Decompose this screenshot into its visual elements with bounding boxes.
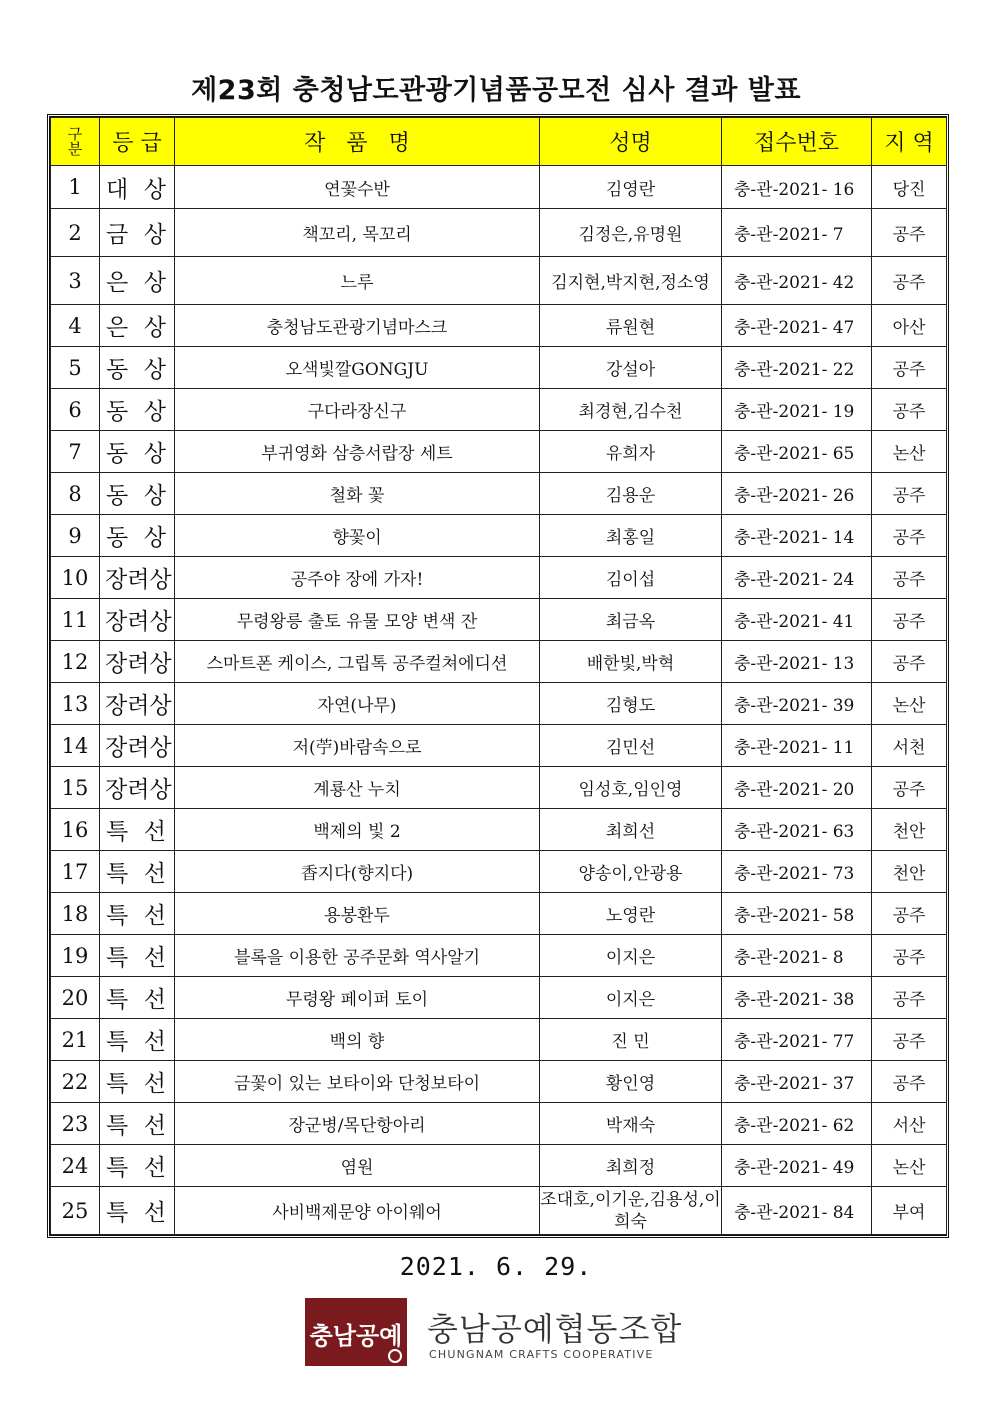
- cell-name: 김용운: [540, 473, 722, 515]
- table-row: [51, 725, 947, 767]
- cell-work-title: 충청남도관광기념마스크: [175, 305, 540, 347]
- table-row: [51, 473, 947, 515]
- table-row: [51, 305, 947, 347]
- table-row: [51, 977, 947, 1019]
- cell-number: 22: [51, 1061, 100, 1103]
- cell-name: 김지현,박지현,정소영: [540, 257, 722, 305]
- cell-work-title: 백의 향: [175, 1019, 540, 1061]
- table-row: [51, 599, 947, 641]
- table-row: [51, 515, 947, 557]
- table-body: [51, 166, 947, 1235]
- header-work: 작 품 명: [175, 118, 540, 166]
- table-row: [51, 1187, 947, 1235]
- table-row: [51, 1061, 947, 1103]
- cell-grade: 특 선: [100, 1103, 175, 1145]
- cell-grade: 특 선: [100, 1019, 175, 1061]
- cell-work-title: 부귀영화 삼층서랍장 세트: [175, 431, 540, 473]
- cell-receipt-number: 충-관-2021- 73: [722, 851, 872, 893]
- cell-grade: 특 선: [100, 851, 175, 893]
- cell-number: 7: [51, 431, 100, 473]
- cell-receipt-number: 충-관-2021- 26: [722, 473, 872, 515]
- cell-work-title: 철화 꽃: [175, 473, 540, 515]
- cell-work-title: 용봉환두: [175, 893, 540, 935]
- cell-work-title: 오색빛깔GONGJU: [175, 347, 540, 389]
- cell-grade: 장려상: [100, 683, 175, 725]
- cell-work-title: 무령왕 페이퍼 토이: [175, 977, 540, 1019]
- results-table: [47, 114, 949, 1238]
- cell-receipt-number: 충-관-2021- 47: [722, 305, 872, 347]
- cell-region: 공주: [872, 1019, 947, 1061]
- cell-receipt-number: 충-관-2021- 7: [722, 209, 872, 257]
- cell-region: 논산: [872, 1145, 947, 1187]
- cell-receipt-number: 충-관-2021- 22: [722, 347, 872, 389]
- table-row: [51, 641, 947, 683]
- cell-work-title: 책꼬리, 목꼬리: [175, 209, 540, 257]
- cell-number: 23: [51, 1103, 100, 1145]
- cell-grade: 특 선: [100, 1145, 175, 1187]
- cell-region: 공주: [872, 977, 947, 1019]
- cell-grade: 동 상: [100, 473, 175, 515]
- cell-number: 13: [51, 683, 100, 725]
- cell-work-title: 향꽃이: [175, 515, 540, 557]
- cell-name: 조대호,이기운,김용성,이희숙: [540, 1187, 722, 1235]
- cell-region: 논산: [872, 683, 947, 725]
- cell-name: 양송이,안광용: [540, 851, 722, 893]
- cell-number: 21: [51, 1019, 100, 1061]
- cell-region: 공주: [872, 209, 947, 257]
- cell-receipt-number: 충-관-2021- 62: [722, 1103, 872, 1145]
- cell-work-title: 연꽃수반: [175, 166, 540, 209]
- org-name: 충남공예협동조합: [427, 1310, 683, 1348]
- table-row: [51, 389, 947, 431]
- cell-name: 최금옥: [540, 599, 722, 641]
- announcement-date: 2021. 6. 29.: [399, 1252, 593, 1281]
- table-row: [51, 1103, 947, 1145]
- cell-grade: 은 상: [100, 257, 175, 305]
- cell-work-title: 금꽃이 있는 보타이와 단청보타이: [175, 1061, 540, 1103]
- cell-number: 20: [51, 977, 100, 1019]
- cell-number: 19: [51, 935, 100, 977]
- cell-receipt-number: 충-관-2021- 38: [722, 977, 872, 1019]
- cell-receipt-number: 충-관-2021- 49: [722, 1145, 872, 1187]
- header-grade: 등 급: [100, 118, 175, 166]
- table-row: [51, 347, 947, 389]
- cell-name: 김형도: [540, 683, 722, 725]
- cell-grade: 특 선: [100, 809, 175, 851]
- header-name: 성명: [540, 118, 722, 166]
- cell-receipt-number: 충-관-2021- 65: [722, 431, 872, 473]
- cell-receipt-number: 충-관-2021- 58: [722, 893, 872, 935]
- cell-name: 김영란: [540, 166, 722, 209]
- org-subtitle: CHUNGNAM CRAFTS COOPERATIVE: [429, 1348, 654, 1361]
- cell-region: 부여: [872, 1187, 947, 1235]
- cell-name: 김이섭: [540, 557, 722, 599]
- cell-work-title: 香지다(향지다): [175, 851, 540, 893]
- cell-name: 최홍일: [540, 515, 722, 557]
- cell-work-title: 염원: [175, 1145, 540, 1187]
- cell-region: 공주: [872, 515, 947, 557]
- cell-grade: 장려상: [100, 725, 175, 767]
- organization-block: [305, 1298, 685, 1368]
- cell-region: 공주: [872, 599, 947, 641]
- cell-grade: 장려상: [100, 767, 175, 809]
- cell-grade: 특 선: [100, 1061, 175, 1103]
- cell-grade: 장려상: [100, 557, 175, 599]
- table-row: [51, 257, 947, 305]
- cell-number: 12: [51, 641, 100, 683]
- cell-number: 11: [51, 599, 100, 641]
- cell-region: 당진: [872, 166, 947, 209]
- cell-name: 황인영: [540, 1061, 722, 1103]
- cell-region: 공주: [872, 389, 947, 431]
- cell-number: 10: [51, 557, 100, 599]
- header-gubun: 구분: [51, 118, 100, 166]
- cell-grade: 은 상: [100, 305, 175, 347]
- cell-name: 진 민: [540, 1019, 722, 1061]
- cell-grade: 특 선: [100, 935, 175, 977]
- cell-name: 임성호,임인영: [540, 767, 722, 809]
- cell-number: 17: [51, 851, 100, 893]
- cell-grade: 금 상: [100, 209, 175, 257]
- cell-region: 공주: [872, 557, 947, 599]
- table-row: [51, 1145, 947, 1187]
- cell-name: 강설아: [540, 347, 722, 389]
- cell-name: 유희자: [540, 431, 722, 473]
- cell-name: 최희선: [540, 809, 722, 851]
- cell-work-title: 계룡산 누치: [175, 767, 540, 809]
- cell-number: 16: [51, 809, 100, 851]
- org-logo-text: 충남공예: [309, 1322, 403, 1350]
- cell-grade: 특 선: [100, 977, 175, 1019]
- table-row: [51, 166, 947, 209]
- cell-number: 8: [51, 473, 100, 515]
- cell-name: 류원현: [540, 305, 722, 347]
- header-recv: 접수번호: [722, 118, 872, 166]
- cell-grade: 특 선: [100, 893, 175, 935]
- cell-region: 공주: [872, 893, 947, 935]
- cell-name: 김정은,유명원: [540, 209, 722, 257]
- header-region: 지 역: [872, 118, 947, 166]
- cell-name: 이지은: [540, 935, 722, 977]
- cell-region: 천안: [872, 809, 947, 851]
- cell-number: 25: [51, 1187, 100, 1235]
- cell-name: 최희정: [540, 1145, 722, 1187]
- cell-region: 서천: [872, 725, 947, 767]
- cell-receipt-number: 충-관-2021- 20: [722, 767, 872, 809]
- table-row: [51, 809, 947, 851]
- cell-grade: 장려상: [100, 599, 175, 641]
- cell-grade: 동 상: [100, 389, 175, 431]
- org-logo-icon: [305, 1298, 407, 1366]
- cell-region: 서산: [872, 1103, 947, 1145]
- page-title: 제23회 충청남도관광기념품공모전 심사 결과 발표: [191, 75, 801, 106]
- table-row: [51, 767, 947, 809]
- cell-region: 아산: [872, 305, 947, 347]
- cell-work-title: 사비백제문양 아이웨어: [175, 1187, 540, 1235]
- cell-region: 공주: [872, 641, 947, 683]
- table-row: [51, 431, 947, 473]
- cell-number: 1: [51, 166, 100, 209]
- cell-number: 4: [51, 305, 100, 347]
- cell-region: 공주: [872, 347, 947, 389]
- cell-work-title: 장군병/목단항아리: [175, 1103, 540, 1145]
- table-row: [51, 1019, 947, 1061]
- cell-number: 24: [51, 1145, 100, 1187]
- cell-receipt-number: 충-관-2021- 14: [722, 515, 872, 557]
- cell-number: 18: [51, 893, 100, 935]
- cell-name: 최경현,김수천: [540, 389, 722, 431]
- cell-receipt-number: 충-관-2021- 42: [722, 257, 872, 305]
- cell-grade: 동 상: [100, 431, 175, 473]
- cell-region: 논산: [872, 431, 947, 473]
- cell-name: 박재숙: [540, 1103, 722, 1145]
- cell-region: 천안: [872, 851, 947, 893]
- cell-number: 14: [51, 725, 100, 767]
- cell-receipt-number: 충-관-2021- 13: [722, 641, 872, 683]
- cell-name: 배한빛,박혁: [540, 641, 722, 683]
- cell-grade: 대 상: [100, 166, 175, 209]
- cell-receipt-number: 충-관-2021- 63: [722, 809, 872, 851]
- cell-name: 이지은: [540, 977, 722, 1019]
- table-row: [51, 209, 947, 257]
- cell-receipt-number: 충-관-2021- 39: [722, 683, 872, 725]
- cell-work-title: 느루: [175, 257, 540, 305]
- cell-receipt-number: 충-관-2021- 77: [722, 1019, 872, 1061]
- cell-number: 2: [51, 209, 100, 257]
- cell-region: 공주: [872, 767, 947, 809]
- cell-receipt-number: 충-관-2021- 24: [722, 557, 872, 599]
- cell-grade: 동 상: [100, 515, 175, 557]
- cell-receipt-number: 충-관-2021- 37: [722, 1061, 872, 1103]
- cell-work-title: 구다라장신구: [175, 389, 540, 431]
- cell-name: 김민선: [540, 725, 722, 767]
- cell-grade: 장려상: [100, 641, 175, 683]
- cell-region: 공주: [872, 935, 947, 977]
- cell-receipt-number: 충-관-2021- 41: [722, 599, 872, 641]
- table-row: [51, 935, 947, 977]
- cell-receipt-number: 충-관-2021- 16: [722, 166, 872, 209]
- cell-grade: 특 선: [100, 1187, 175, 1235]
- cell-work-title: 백제의 빛 2: [175, 809, 540, 851]
- cell-number: 15: [51, 767, 100, 809]
- cell-number: 5: [51, 347, 100, 389]
- cell-work-title: 블록을 이용한 공주문화 역사알기: [175, 935, 540, 977]
- cell-receipt-number: 충-관-2021- 19: [722, 389, 872, 431]
- cell-receipt-number: 충-관-2021- 84: [722, 1187, 872, 1235]
- cell-work-title: 저(苧)바람속으로: [175, 725, 540, 767]
- cell-work-title: 공주야 장에 가자!: [175, 557, 540, 599]
- cell-work-title: 자연(나무): [175, 683, 540, 725]
- cell-number: 6: [51, 389, 100, 431]
- table-row: [51, 851, 947, 893]
- cell-grade: 동 상: [100, 347, 175, 389]
- table-header-row: [51, 118, 947, 166]
- cell-region: 공주: [872, 257, 947, 305]
- cell-name: 노영란: [540, 893, 722, 935]
- cell-work-title: 무령왕릉 출토 유물 모양 변색 잔: [175, 599, 540, 641]
- table-row: [51, 683, 947, 725]
- cell-work-title: 스마트폰 케이스, 그립톡 공주컬쳐에디션: [175, 641, 540, 683]
- cell-region: 공주: [872, 473, 947, 515]
- table-row: [51, 893, 947, 935]
- table-row: [51, 557, 947, 599]
- cell-number: 9: [51, 515, 100, 557]
- cell-receipt-number: 충-관-2021- 11: [722, 725, 872, 767]
- cell-receipt-number: 충-관-2021- 8: [722, 935, 872, 977]
- cell-region: 공주: [872, 1061, 947, 1103]
- cell-number: 3: [51, 257, 100, 305]
